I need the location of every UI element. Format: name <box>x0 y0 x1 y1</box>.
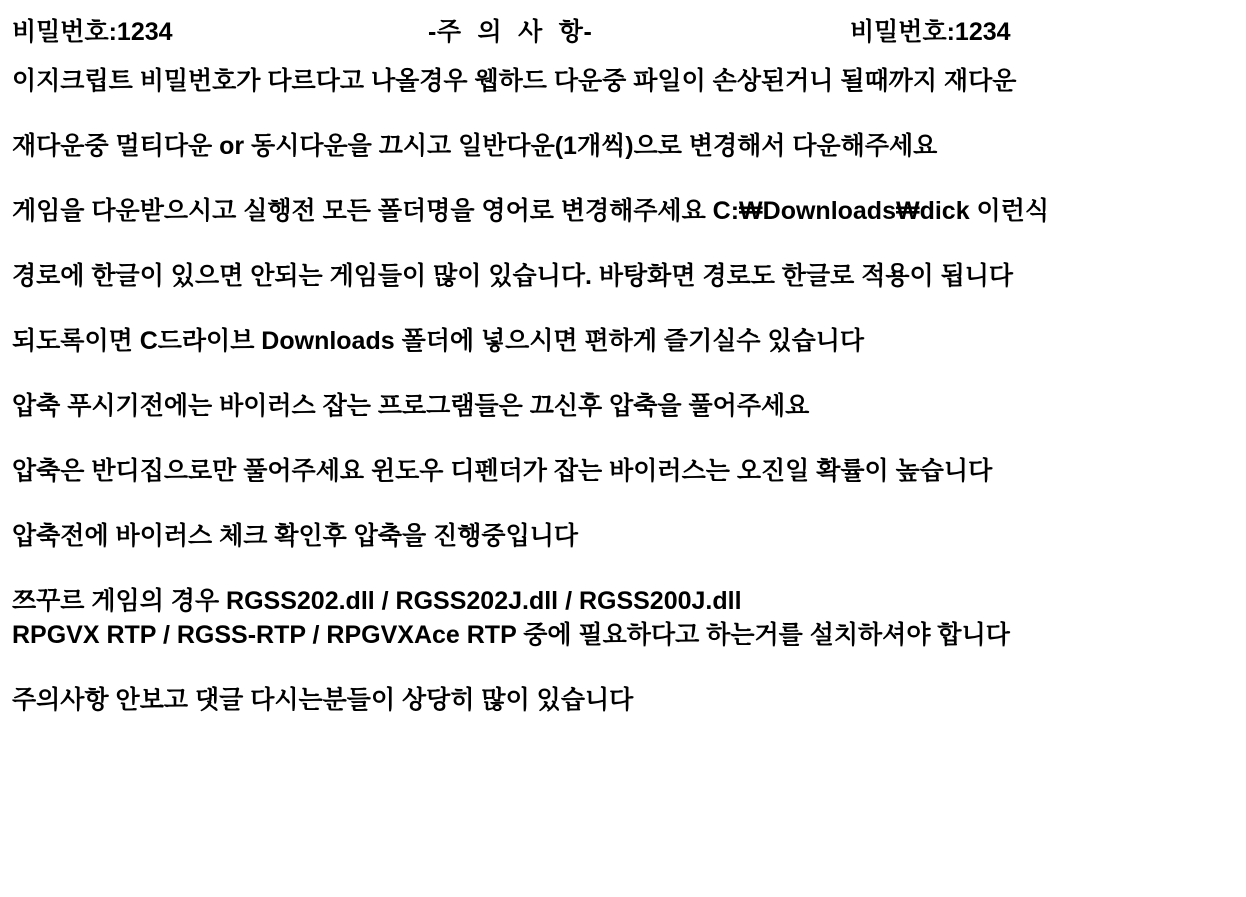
notice-line: 압축전에 바이러스 체크 확인후 압축을 진행중입니다 <box>12 522 579 550</box>
notice-line: 되도록이면 C드라이브 Downloads 폴더에 넣으시면 편하게 즐기실수 있습니다 <box>12 327 865 355</box>
page-title-part-3: 사 <box>518 18 543 46</box>
notice-line: RPGVX RTP / RGSS-RTP / RPGVXAce RTP 중에 필요하다고 하는거를 설치하셔야 합니다 <box>12 621 1010 649</box>
page-title-part-2: 의 <box>477 18 503 46</box>
notice-line: 이지크립트 비밀번호가 다르다고 나올경우 웹하드 다운중 파일이 손상된거니 될때까지 재다운 <box>12 67 1017 95</box>
notice-line: 압축 푸시기전에는 바이러스 잡는 프로그램들은 끄신후 압축을 풀어주세요 <box>12 392 810 420</box>
page-title-part-4: 항- <box>558 18 593 46</box>
notice-line: 재다운중 멀티다운 or 동시다운을 끄시고 일반다운(1개씩)으로 변경해서 다운해주세요 <box>12 132 938 160</box>
notice-line: 압축은 반디집으로만 풀어주세요 윈도우 디펜더가 잡는 바이러스는 오진일 확률이 높습니다 <box>12 457 993 485</box>
document-header <box>10 10 1236 54</box>
page-title <box>428 10 592 54</box>
notice-line: 경로에 한글이 있으면 안되는 게임들이 많이 있습니다. 바탕화면 경로도 한글로 적용이 됩니다 <box>12 262 1014 290</box>
notice-line: 쯔꾸르 게임의 경우 RGSS202.dll / RGSS202J.dll / RGSS200J.dll <box>12 587 742 615</box>
password-label-left: 비밀번호:1234 <box>12 18 173 46</box>
password-label-right: 비밀번호:1234 <box>850 18 1011 46</box>
notice-body <box>10 66 1236 715</box>
page-title-part-1: -주 <box>428 18 462 46</box>
notice-line: 주의사항 안보고 댓글 다시는분들이 상당히 많이 있습니다 <box>12 686 634 714</box>
notice-line: 게임을 다운받으시고 실행전 모든 폴더명을 영어로 변경해주세요 C:₩Downloads₩dick 이런식 <box>12 197 1050 225</box>
